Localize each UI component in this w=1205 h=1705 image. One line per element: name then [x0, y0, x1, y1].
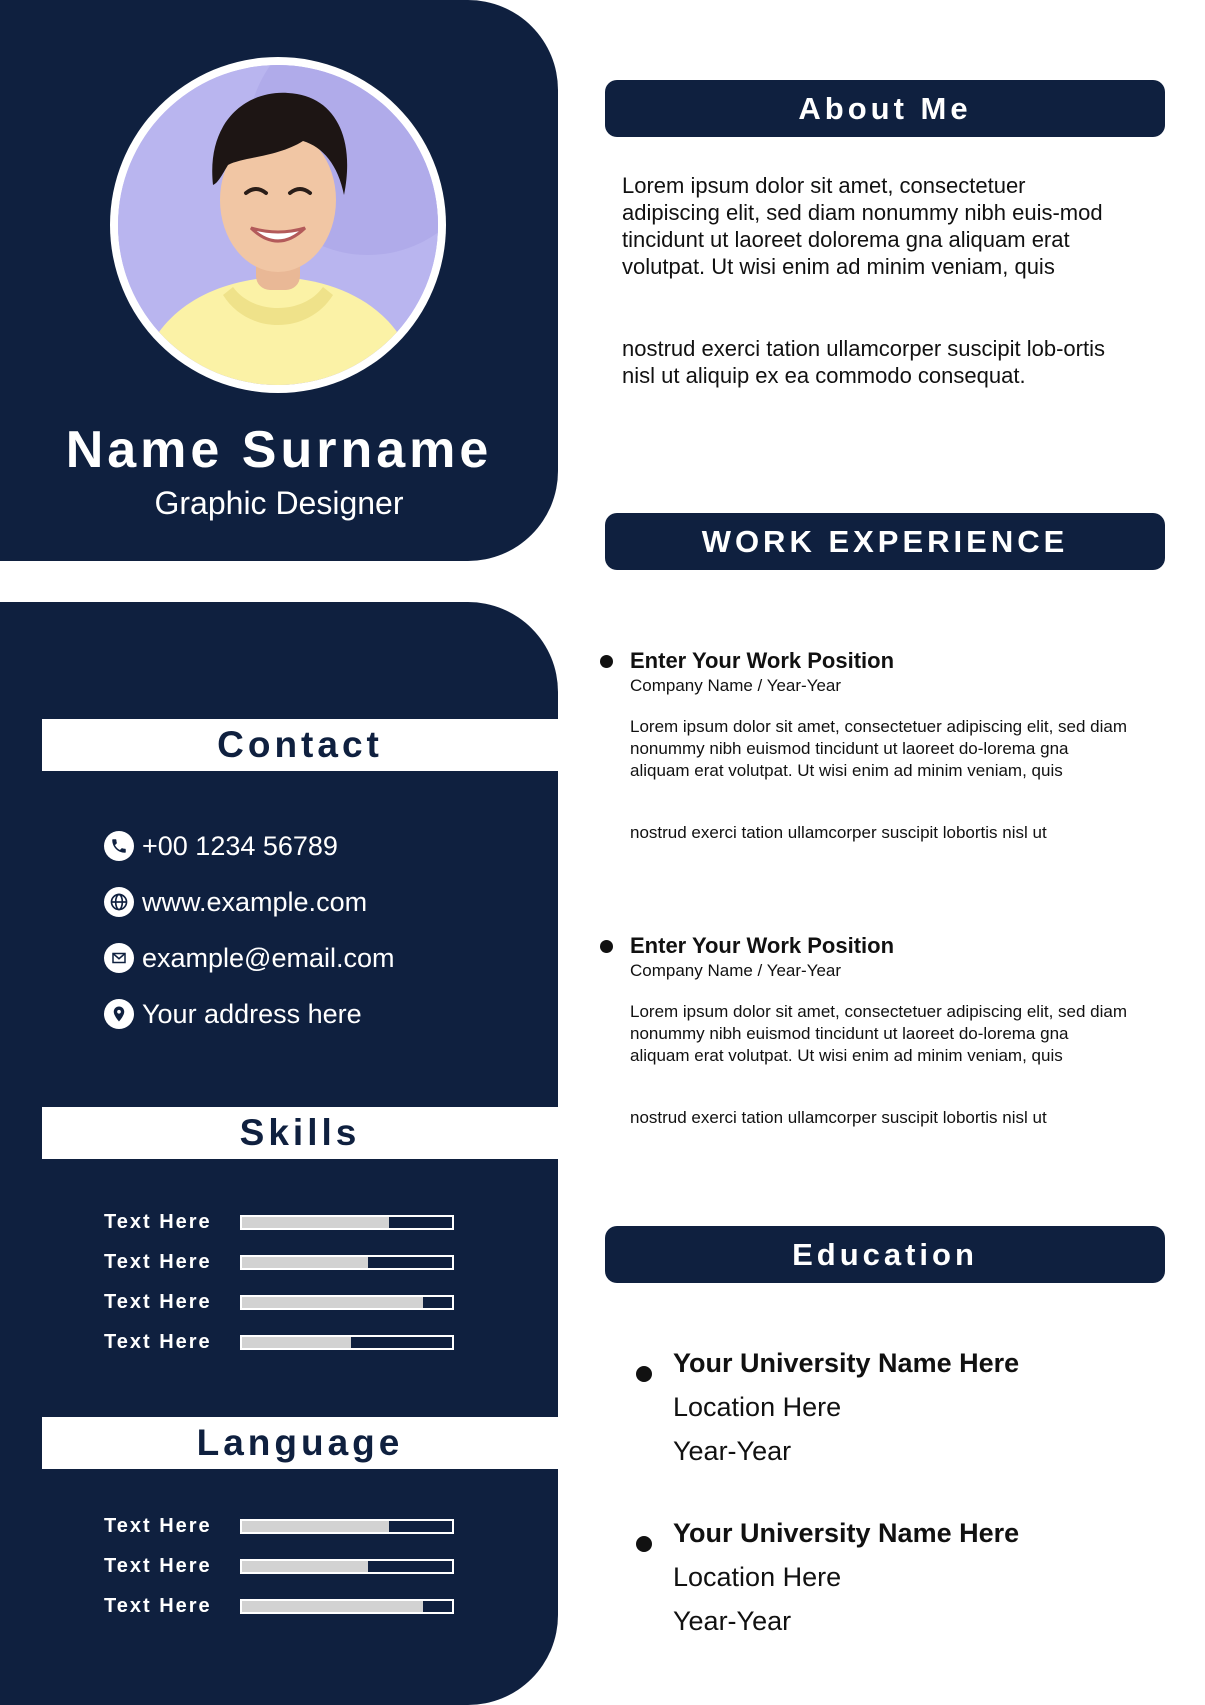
skill-label: Text Here: [104, 1330, 212, 1353]
language-bar-fill: [242, 1521, 389, 1532]
work-description-2: nostrud exerci tation ullamcorper suscipit lobortis nisl ut: [630, 1108, 1047, 1127]
skill-row: [104, 1322, 454, 1362]
language-heading: Language: [42, 1417, 558, 1469]
profile-name: Name Surname: [65, 421, 493, 479]
contact-heading: Contact: [42, 719, 558, 771]
language-bar-fill: [242, 1561, 368, 1572]
skill-bar: [240, 1255, 454, 1270]
skill-row: [104, 1282, 454, 1322]
phone-icon: [104, 831, 134, 861]
work-position: Enter Your Work Position: [630, 933, 895, 958]
education-location: Location Here: [673, 1392, 842, 1422]
skills-heading: Skills: [42, 1107, 558, 1159]
language-bar-fill: [242, 1601, 423, 1612]
language-label: Text Here: [104, 1514, 212, 1537]
location-pin-icon: [104, 999, 134, 1029]
work-company: Company Name / Year-Year: [630, 676, 842, 695]
skill-bar-fill: [242, 1297, 423, 1308]
work-description-2: nostrud exerci tation ullamcorper suscipit lobortis nisl ut: [630, 823, 1047, 842]
contact-email[interactable]: [104, 930, 395, 986]
skill-row: [104, 1202, 454, 1242]
language-row: [104, 1586, 454, 1626]
education-university: Your University Name Here: [673, 1518, 1020, 1548]
language-row: [104, 1506, 454, 1546]
contact-phone[interactable]: [104, 818, 395, 874]
profile-title: Graphic Designer: [154, 485, 404, 521]
bullet-icon: [600, 655, 613, 668]
skill-bar: [240, 1335, 454, 1350]
skill-row: [104, 1242, 454, 1282]
education-heading: Education: [605, 1226, 1165, 1283]
bullet-icon: [636, 1366, 652, 1382]
avatar-illustration: [118, 65, 438, 385]
language-row: [104, 1546, 454, 1586]
contact-website-text: www.example.com: [142, 886, 368, 917]
skill-bar: [240, 1295, 454, 1310]
contact-website[interactable]: [104, 874, 395, 930]
contact-address[interactable]: [104, 986, 395, 1042]
profile-photo: [118, 65, 438, 385]
education-years: Year-Year: [673, 1606, 792, 1636]
about-paragraph-1: Lorem ipsum dolor sit amet, consectetuer adipiscing elit, sed diam nonummy nibh euis-mod tincidunt ut laoreet dolorema gna aliquam erat volutpat. Ut wisi enim ad minim veniam, quis: [622, 173, 1103, 279]
about-heading: About Me: [605, 80, 1165, 137]
skill-bar-fill: [242, 1257, 368, 1268]
work-description: Lorem ipsum dolor sit amet, consectetuer adipiscing elit, sed diam nonummy nibh euismod tincidunt ut laoreet do-lorema gna aliquam erat volutpat. Ut wisi enim ad minim veniam, quis: [630, 1002, 1128, 1065]
skill-label: Text Here: [104, 1210, 212, 1233]
skill-bar: [240, 1215, 454, 1230]
about-paragraph-2: nostrud exerci tation ullamcorper suscipit lob-ortis nisl ut aliquip ex ea commodo consequat.: [622, 336, 1105, 388]
language-bar: [240, 1599, 454, 1614]
profile-panel: [0, 0, 558, 561]
language-label: Text Here: [104, 1594, 212, 1617]
globe-icon: [104, 887, 134, 917]
skill-bar-fill: [242, 1337, 351, 1348]
education-university: Your University Name Here: [673, 1348, 1020, 1378]
contact-phone-text: +00 1234 56789: [142, 830, 338, 861]
bullet-icon: [636, 1536, 652, 1552]
language-list: [104, 1506, 454, 1626]
language-label: Text Here: [104, 1554, 212, 1577]
work-description: Lorem ipsum dolor sit amet, consectetuer adipiscing elit, sed diam nonummy nibh euismod tincidunt ut laoreet do-lorema gna aliquam erat volutpat. Ut wisi enim ad minim veniam, quis: [630, 717, 1128, 780]
work-company: Company Name / Year-Year: [630, 961, 842, 980]
bullet-icon: [600, 940, 613, 953]
language-bar: [240, 1559, 454, 1574]
work-heading: WORK EXPERIENCE: [605, 513, 1165, 570]
mail-icon: [104, 943, 134, 973]
skills-list: [104, 1202, 454, 1362]
contact-list: [104, 818, 395, 1042]
skill-bar-fill: [242, 1217, 389, 1228]
skill-label: Text Here: [104, 1290, 212, 1313]
work-position: Enter Your Work Position: [630, 648, 895, 673]
profile-photo-frame: [110, 57, 446, 393]
language-bar: [240, 1519, 454, 1534]
skill-label: Text Here: [104, 1250, 212, 1273]
contact-address-text: Your address here: [142, 998, 362, 1029]
education-location: Location Here: [673, 1562, 842, 1592]
contact-email-text: example@email.com: [142, 942, 395, 973]
education-years: Year-Year: [673, 1436, 792, 1466]
